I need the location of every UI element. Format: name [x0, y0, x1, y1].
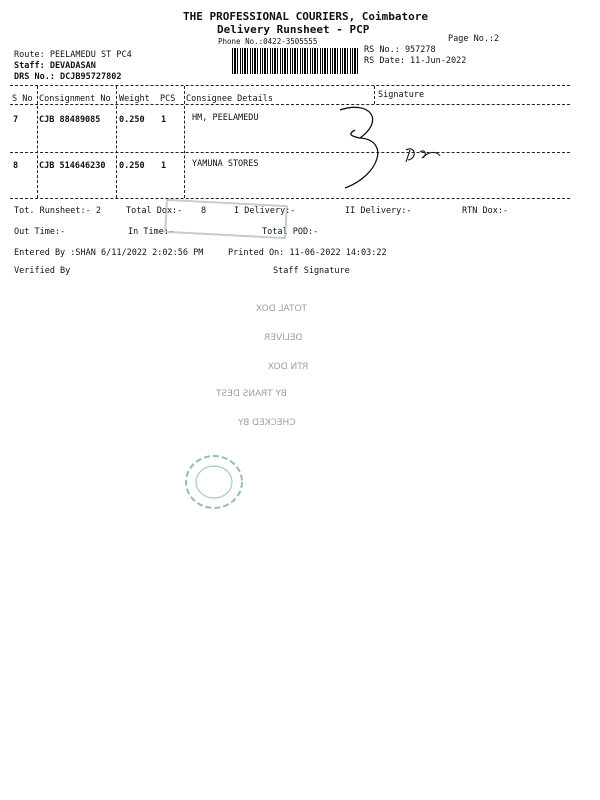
column-divider [116, 86, 117, 198]
round-stamp [182, 452, 246, 512]
table-header-rule [10, 104, 570, 105]
second-delivery: II Delivery:- [345, 206, 412, 216]
staff-signature: Staff Signature [273, 266, 350, 276]
total-dox-value: 8 [201, 206, 207, 216]
handwritten-signature [310, 100, 460, 200]
header-consignment-no: Consignment No [39, 94, 111, 104]
total-runsheet: Tot. Runsheet:- 2 [14, 206, 101, 216]
total-dox-label: Total Dox:- [126, 206, 183, 216]
faint-stamp-line: TOTAL DOX [256, 304, 308, 314]
in-time: In Time:- [128, 227, 175, 237]
row-sno: 8 [13, 161, 19, 171]
page-number: Page No.:2 [448, 34, 500, 44]
first-delivery: I Delivery:- [234, 206, 296, 216]
phone-number: Phone No.:0422-3505555 [218, 37, 318, 46]
row-consignment: CJB 88489085 [39, 115, 101, 125]
rubber-stamp [164, 199, 288, 239]
total-pod: Total POD:- [262, 227, 319, 237]
out-time: Out Time:- [14, 227, 66, 237]
faint-stamp-line: DELIVER [264, 333, 303, 343]
drs-number: DRS No.: DCJB95727802 [14, 72, 122, 82]
row-weight: 0.250 [119, 115, 145, 125]
column-divider [37, 86, 38, 198]
row-weight: 0.250 [119, 161, 145, 171]
faint-stamp-line: BY TRANS DEST [216, 389, 287, 399]
entered-by: Entered By :SHAN 6/11/2022 2:02:56 PM [14, 248, 204, 258]
faint-stamp-line: CHECKED BY [238, 418, 296, 428]
header-pcs: PCS [160, 94, 176, 104]
header-consignee-details: Consignee Details [186, 94, 273, 104]
printed-on: Printed On: 11-06-2022 14:03:22 [228, 248, 387, 258]
header-weight: Weight [119, 94, 150, 104]
table-bottom-rule [10, 198, 570, 199]
rtn-dox: RTN Dox:- [462, 206, 509, 216]
row-consignee: YAMUNA STORES [192, 159, 259, 169]
document-title: Delivery Runsheet - PCP [217, 23, 370, 36]
verified-by: Verified By [14, 266, 71, 276]
row-pcs: 1 [161, 115, 167, 125]
staff-name: Staff: DEVADASAN [14, 61, 96, 71]
rs-date: RS Date: 11-Jun-2022 [364, 56, 467, 66]
row-pcs: 1 [161, 161, 167, 171]
row-sno: 7 [13, 115, 19, 125]
column-divider [184, 86, 185, 198]
barcode [232, 48, 358, 74]
route: Route: PEELAMEDU ST PC4 [14, 50, 132, 60]
table-top-rule [10, 85, 570, 86]
row-consignment: CJB 514646230 [39, 161, 106, 171]
rs-number: RS No.: 957278 [364, 45, 436, 55]
header-signature: Signature [378, 90, 425, 100]
table-row-rule [10, 152, 570, 153]
header-sno: S No [12, 94, 33, 104]
row-consignee: HM, PEELAMEDU [192, 113, 259, 123]
company-name: THE PROFESSIONAL COURIERS, Coimbatore [183, 10, 429, 23]
faint-stamp-line: RTN DOX [268, 362, 309, 372]
